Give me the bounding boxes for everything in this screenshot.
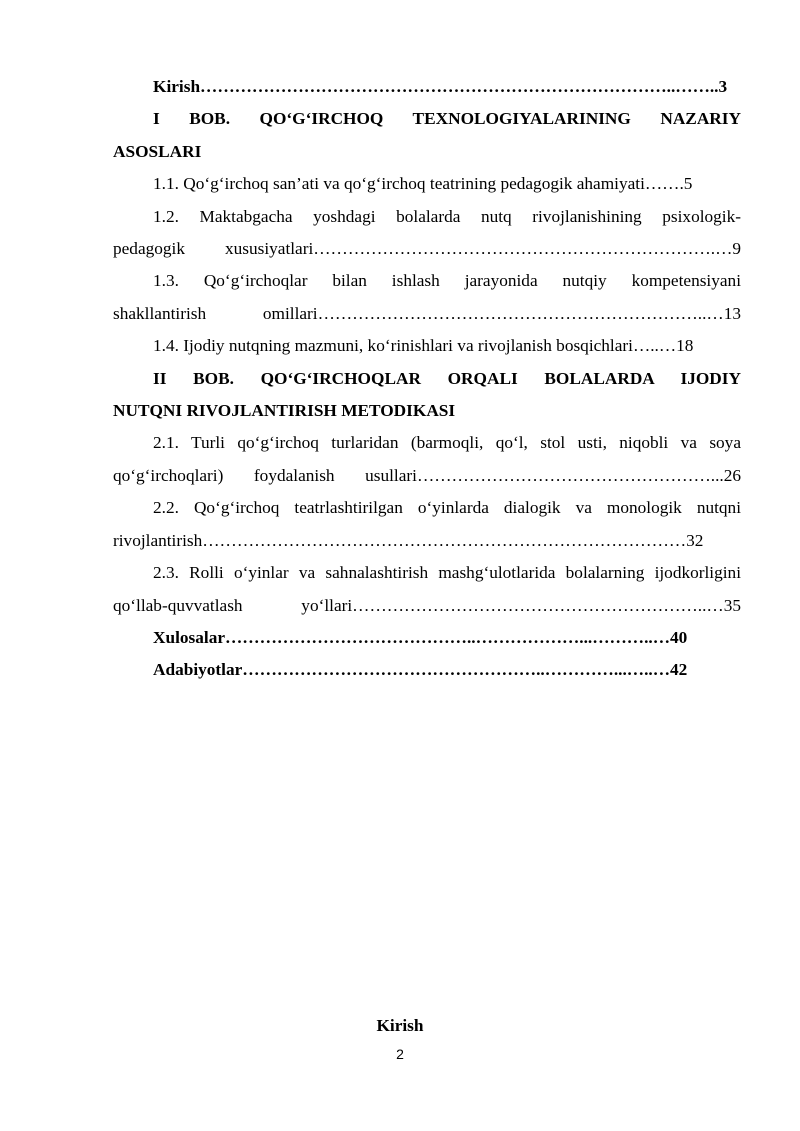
toc-entry-2-2 xyxy=(113,492,741,557)
toc-entry-xulosalar: Xulosalar……………………………………..………………...………..…40 xyxy=(153,627,688,647)
toc-entry-2-1-line-1: 2.1. Turli qo‘g‘irchoq turlaridan (barmoqli, qo‘l, stol usti, niqobli va soya xyxy=(153,433,741,453)
toc-chapter-1-line-1: I BOB. QO‘G‘IRCHOQ TEXNOLOGIYALARINING NAZARIY xyxy=(153,109,741,129)
toc-entry-adabiyotlar: Adabiyotlar……………………………………………..…………...…..…42 xyxy=(153,660,688,680)
toc-chapter-2-line-2: NUTQNI RIVOJLANTIRISH METODIKASI xyxy=(113,401,456,421)
toc-chapter-1-line-2: ASOSLARI xyxy=(113,141,202,161)
toc-entry-1-1: 1.1. Qo‘g‘irchoq san’ati va qo‘g‘irchoq teatrining pedagogik ahamiyati…….5 xyxy=(153,174,693,194)
next-section-heading: Kirish xyxy=(376,1016,424,1035)
toc-entry-2-3-line-1: 2.3. Rolli o‘yinlar va sahnalashtirish mashg‘ulotlarida bolalarning ijodkorligini xyxy=(153,563,741,583)
toc-entry-2-3 xyxy=(113,557,741,622)
toc-entry-2-3-line-2: qo‘llab-quvvatlash yo‘llari……………………………………………………..…35 xyxy=(113,595,741,615)
toc-entry-1-4: 1.4. Ijodiy nutqning mazmuni, ko‘rinishlari va rivojlanish bosqichlari…..…18 xyxy=(153,336,694,356)
toc-entry-1-3-line-1: 1.3. Qo‘g‘irchoqlar bilan ishlash jarayonida nutqiy kompetensiyani xyxy=(153,271,741,291)
toc-entry-kirish: Kirish………………………………………………………………………..……..3 xyxy=(153,77,728,96)
toc-entry-2-2-line-2: rivojlantirish…………………………………………………………………………32 xyxy=(113,530,704,550)
toc-entry-1-2-line-2: pedagogik xususiyatlari…………………………………………………………….…9 xyxy=(113,239,741,259)
toc-entry-1-2-line-1: 1.2. Maktabgacha yoshdagi bolalarda nutq rivojlanishining psixologik- xyxy=(153,206,741,226)
toc-entry-1-3-line-2: shakllantirish omillari…………………………………………………………..…13 xyxy=(113,303,741,323)
toc-chapter-2 xyxy=(113,363,741,428)
toc-chapter-1 xyxy=(113,103,741,168)
page-number: 2 xyxy=(396,1046,404,1062)
toc-entry-2-1 xyxy=(113,427,741,492)
toc-entry-1-3 xyxy=(113,265,741,330)
toc-entry-1-2 xyxy=(113,201,741,266)
toc-chapter-2-line-1: II BOB. QO‘G‘IRCHOQLAR ORQALI BOLALARDA IJODIY xyxy=(153,368,741,388)
toc-entry-2-1-line-2: qo‘g‘irchoqlari) foydalanish usullari……………………………………………...26 xyxy=(113,465,741,485)
toc-entry-2-2-line-1: 2.2. Qo‘g‘irchoq teatrlashtirilgan o‘yinlarda dialogik va monologik nutqni xyxy=(153,498,741,518)
table-of-contents xyxy=(113,71,741,687)
